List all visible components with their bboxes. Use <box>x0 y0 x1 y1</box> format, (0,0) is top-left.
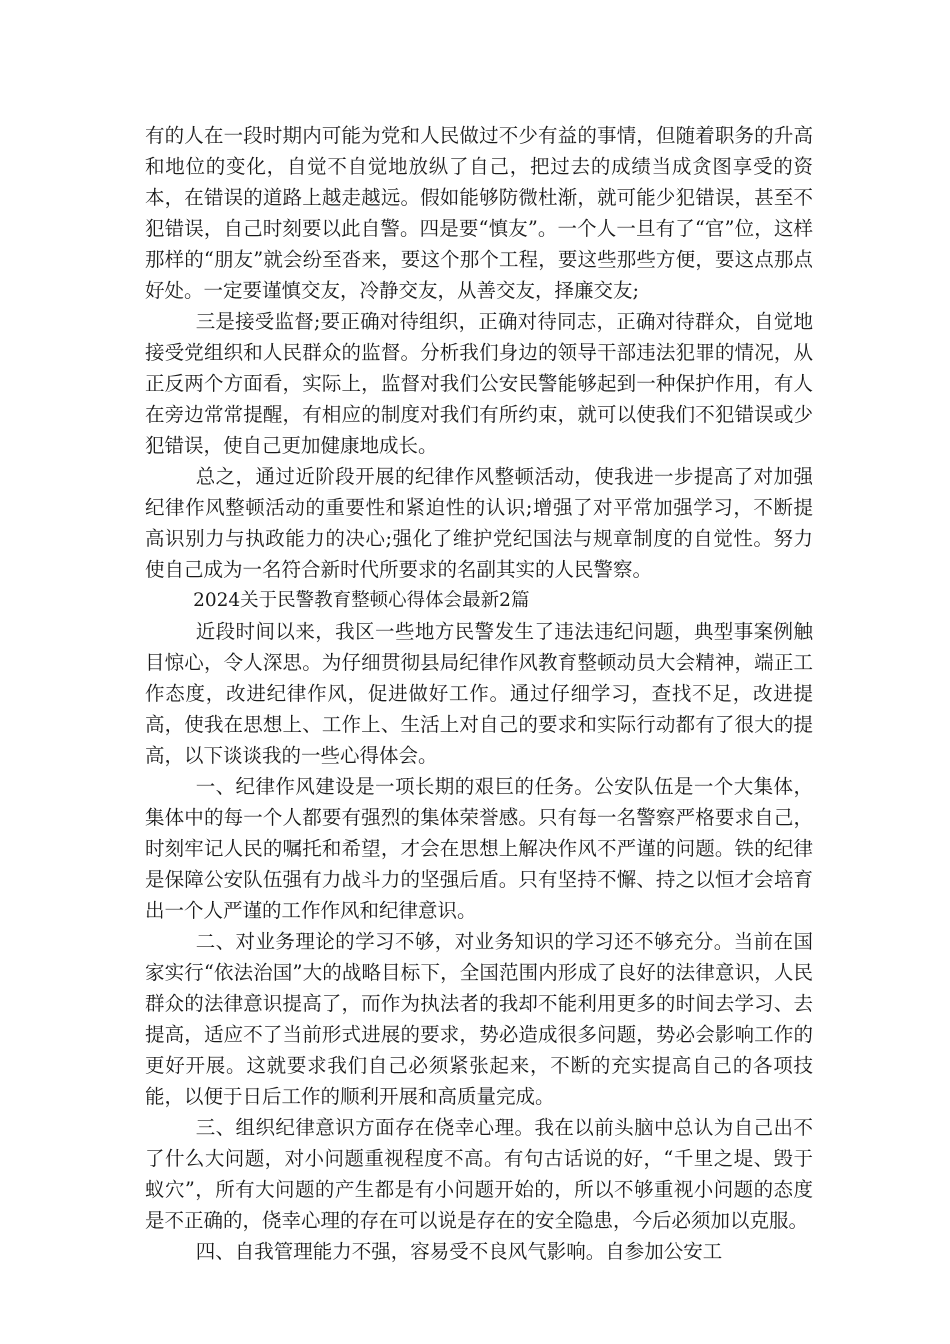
paragraph-point-4: 四、自我管理能力不强，容易受不良风气影响。自参加公安工 <box>195 1240 723 1263</box>
document-body <box>145 120 813 1267</box>
paragraph-point-1: 一、纪律作风建设是一项长期的艰巨的任务。公安队伍是一个大集体，集体中的每一个人都要有强烈的集体荣誉感。只有每一名警察严格要求自己，时刻牢记人民的嘱托和希望，才会在思想上解决作风不严谨的问题。铁的纪律是保障公安队伍强有力战斗力的坚强后盾。只有坚持不懈、持之以恒才会培育出一个人严谨的工作作风和纪律意识。 <box>145 775 813 922</box>
section-heading: 2024关于民警教育整顿心得体会最新2篇 <box>193 590 530 611</box>
paragraph-point-3: 三、组织纪律意识方面存在侥幸心理。我在以前头脑中总认为自己出不了什么大问题，对小问题重视程度不高。有句古话说的好，“千里之堤、毁于蚁穴”，所有大问题的产生都是有小问题开始的，所以不够重视小问题的态度是不正确的，侥幸心理的存在可以说是存在的安全隐患，今后必须加以克服。 <box>145 1116 813 1232</box>
paragraph-supervision: 三是接受监督;要正确对待组织，正确对待同志，正确对待群众，自觉地接受党组织和人民群众的监督。分析我们身边的领导干部违法犯罪的情况，从正反两个方面看，实际上，监督对我们公安民警能够起到一种保护作用，有人在旁边常常提醒，有相应的制度对我们有所约束，就可以使我们不犯错误或少犯错误，使自己更加健康地成长。 <box>145 310 813 457</box>
paragraph-intro: 近段时间以来，我区一些地方民警发生了违法违纪问题，典型事案例触目惊心，令人深思。为仔细贯彻县局纪律作风教育整顿动员大会精神，端正工作态度，改进纪律作风，促进做好工作。通过仔细学习，查找不足，改进提高，使我在思想上、工作上、生活上对自己的要求和实际行动都有了很大的提高，以下谈谈我的一些心得体会。 <box>145 620 813 767</box>
paragraph-point-2: 二、对业务理论的学习不够，对业务知识的学习还不够充分。当前在国家实行“依法治国”大的战略目标下，全国范围内形成了良好的法律意识，人民群众的法律意识提高了，而作为执法者的我却不能利用更多的时间去学习、去提高，适应不了当前形式进展的要求，势必造成很多问题，势必会影响工作的更好开展。这就要求我们自己必须紧张起来，不断的充实提高自己的各项技能，以便于日后工作的顺利开展和高质量完成。 <box>145 930 813 1108</box>
paragraph-continuation: 有的人在一段时期内可能为党和人民做过不少有益的事情，但随着职务的升高和地位的变化，自觉不自觉地放纵了自己，把过去的成绩当成贪图享受的资本，在错误的道路上越走越远。假如能够防微杜渐，就可能少犯错误，甚至不犯错误，自己时刻要以此自警。四是要“慎友”。一个人一旦有了“官”位，这样那样的“朋友”就会纷至沓来，要这个那个工程，要这些那些方便，要这点那点好处。一定要谨慎交友，冷静交友，从善交友，择廉交友; <box>145 124 813 302</box>
paragraph-summary: 总之，通过近阶段开展的纪律作风整顿活动，使我进一步提高了对加强纪律作风整顿活动的重要性和紧迫性的认识;增强了对平常加强学习，不断提高识别力与执政能力的决心;强化了维护党纪国法与规章制度的自觉性。努力使自己成为一名符合新时代所要求的名副其实的人民警察。 <box>145 465 813 581</box>
